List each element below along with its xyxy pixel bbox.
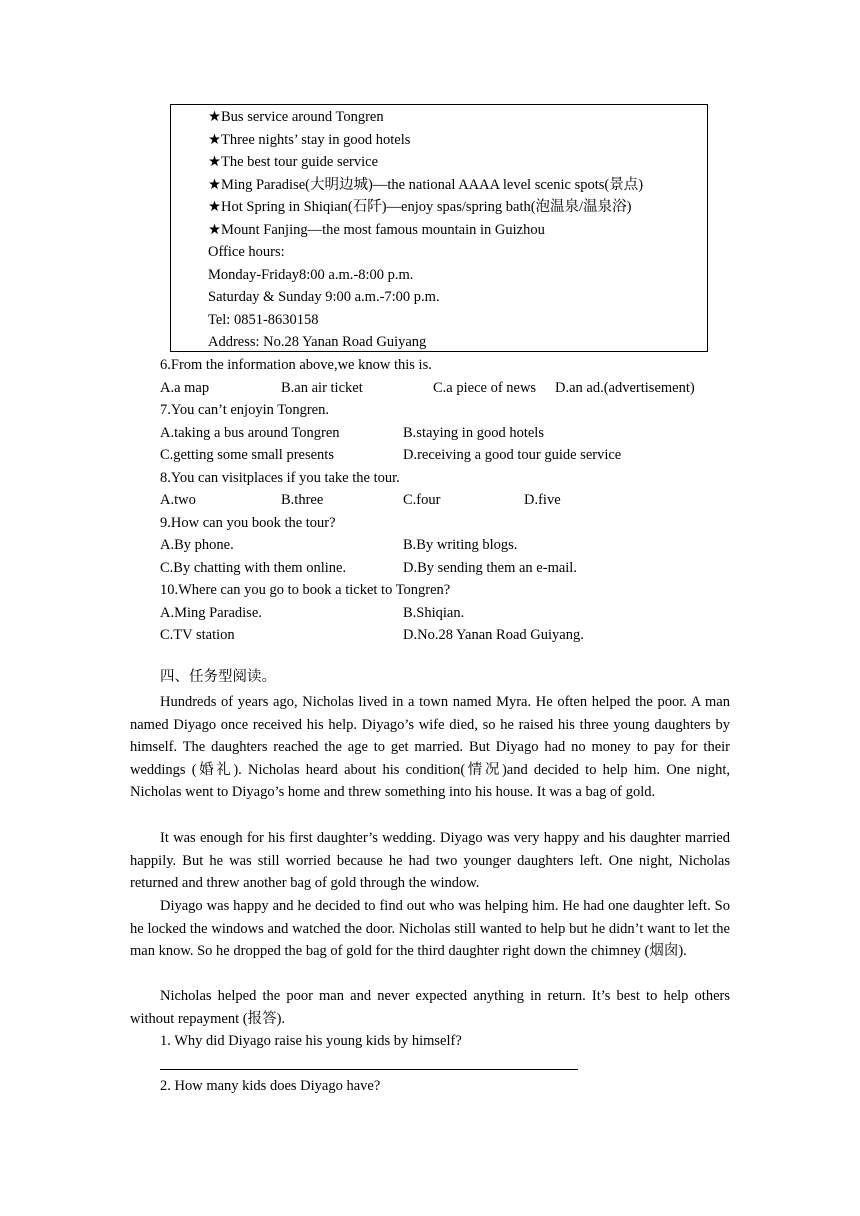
q8-option-a: A.two	[160, 492, 196, 508]
answer-line[interactable]	[160, 1069, 578, 1070]
q10-option-c: C.TV station	[160, 627, 235, 643]
advertisement-box	[170, 104, 708, 352]
passage-paragraph-3: Diyago was happy and he decided to find out who was helping him. He had one daughter left. So he locked the windows and watched the door. Nicholas still wanted to help but he didn’t want to let the man know. So he dropped the bag of gold for the third daughter right down the chimney (烟囱).	[130, 898, 730, 959]
q9-option-b: B.By writing blogs.	[403, 537, 518, 553]
q6-option-c: C.a piece of news	[433, 380, 537, 396]
q10-option-a: A.Ming Paradise.	[160, 605, 262, 621]
question-7: 7.You can’t enjoyin Tongren.	[160, 402, 329, 418]
ad-line-hot-spring: ★Hot Spring in Shiqian(石阡)—enjoy spas/spring bath(泡温泉/温泉浴)	[208, 199, 632, 215]
q8-option-c: C.four	[403, 492, 441, 508]
ad-line-bus: ★Bus service around Tongren	[208, 109, 384, 125]
q10-option-d: D.No.28 Yanan Road Guiyang.	[403, 627, 584, 643]
ad-office-hours-label: Office hours:	[208, 244, 285, 260]
ad-line-guide: ★The best tour guide service	[208, 154, 379, 170]
q6-option-b: B.an air ticket	[281, 380, 363, 396]
passage-paragraph-4: Nicholas helped the poor man and never expected anything in return. It’s best to help others without repayment (报答).	[130, 988, 730, 1027]
q8-option-b: B.three	[281, 492, 324, 508]
q9-option-c: C.By chatting with them online.	[160, 560, 347, 576]
ad-line-hotels: ★Three nights’ stay in good hotels	[208, 132, 411, 148]
question-8: 8.You can visitplaces if you take the tour.	[160, 470, 400, 486]
ad-line-mount-fanjing: ★Mount Fanjing—the most famous mountain in Guizhou	[208, 222, 545, 238]
task-question-1: 1. Why did Diyago raise his young kids by himself?	[160, 1033, 462, 1049]
q7-option-d: D.receiving a good tour guide service	[403, 447, 622, 463]
q7-option-a: A.taking a bus around Tongren	[160, 425, 340, 441]
ad-weekday-hours: Monday-Friday8:00 a.m.-8:00 p.m.	[208, 267, 414, 283]
q7-option-c: C.getting some small presents	[160, 447, 334, 463]
q9-option-d: D.By sending them an e-mail.	[403, 560, 577, 576]
question-6: 6.From the information above,we know this is.	[160, 357, 432, 373]
q7-option-b: B.staying in good hotels	[403, 425, 544, 441]
ad-address: Address: No.28 Yanan Road Guiyang	[208, 334, 427, 350]
passage-paragraph-1: Hundreds of years ago, Nicholas lived in a town named Myra. He often helped the poor. A man named Diyago once received his help. Diyago’s wife died, so he raised his three young daughters by himself. The daughters reached the age to get married. But Diyago had no money to pay for their weddings (婚礼). Nicholas heard about his condition(情况)and decided to help him. One night, Nicholas went to Diyago’s home and threw something into his house. It was a bag of gold.	[130, 694, 730, 800]
q10-option-b: B.Shiqian.	[403, 605, 465, 621]
section-heading: 四、任务型阅读。	[160, 669, 276, 685]
ad-telephone: Tel: 0851-8630158	[208, 312, 319, 328]
ad-line-ming-paradise: ★Ming Paradise(大明边城)—the national AAAA level scenic spots(景点)	[208, 177, 644, 193]
q6-option-d: D.an ad.(advertisement)	[555, 380, 695, 396]
q9-option-a: A.By phone.	[160, 537, 234, 553]
ad-weekend-hours: Saturday & Sunday 9:00 a.m.-7:00 p.m.	[208, 289, 440, 305]
q8-option-d: D.five	[524, 492, 561, 508]
question-10: 10.Where can you go to book a ticket to Tongren?	[160, 582, 451, 598]
task-question-2: 2. How many kids does Diyago have?	[160, 1078, 381, 1094]
question-9: 9.How can you book the tour?	[160, 515, 336, 531]
q6-option-a: A.a map	[160, 380, 210, 396]
passage-paragraph-2: It was enough for his first daughter’s wedding. Diyago was very happy and his daughter married happily. But he was still worried because he had two younger daughters left. One night, Nicholas returned and threw another bag of gold through the window.	[130, 830, 730, 891]
